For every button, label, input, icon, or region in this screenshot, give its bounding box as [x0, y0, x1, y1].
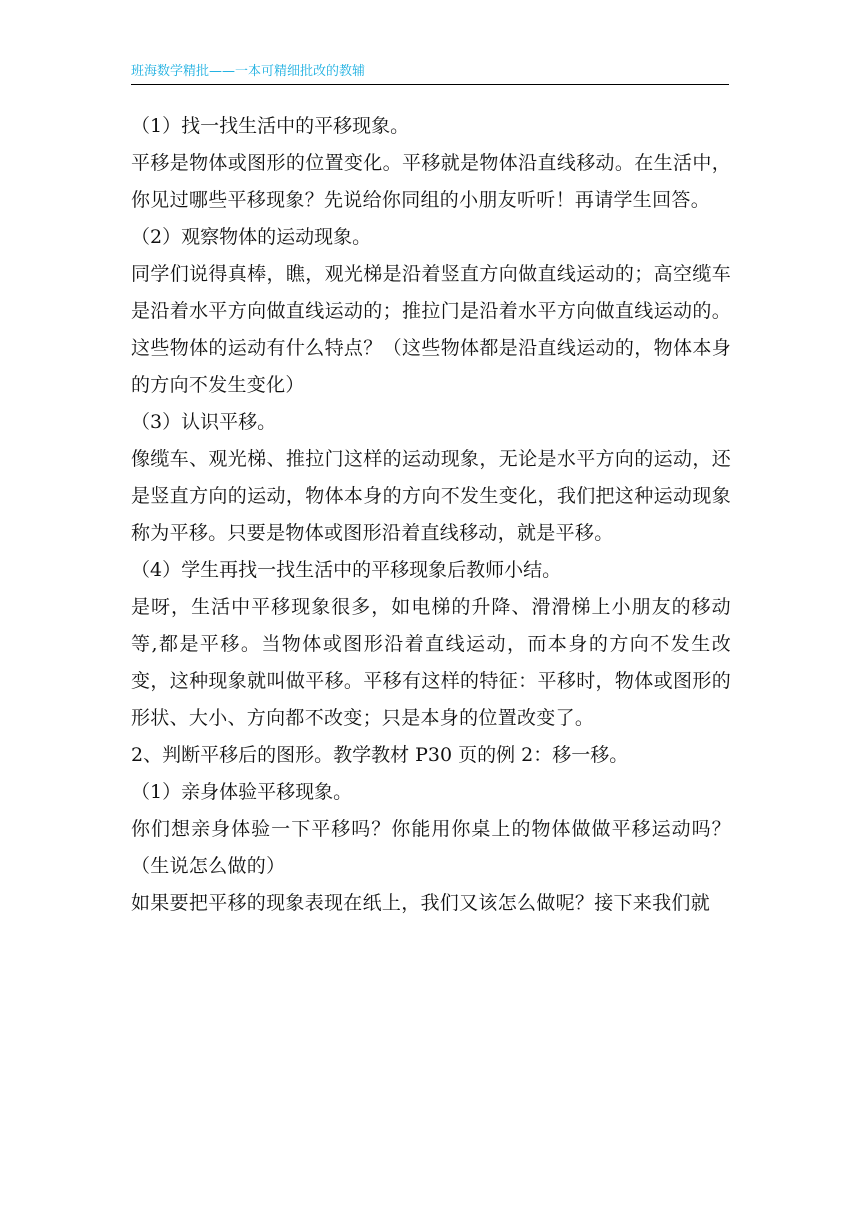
step-heading: （1）亲身体验平移现象。	[131, 781, 353, 803]
body-paragraph: 像缆车、观光梯、推拉门这样的运动现象，无论是水平方向的运动，还是竖直方向的运动，物体本身的方向不发生变化，我们把这种运动现象称为平移。只要是物体或图形沿着直线移动，就是平移。	[131, 448, 731, 544]
page-header	[131, 60, 729, 85]
step-heading: （1）找一找生活中的平移现象。	[131, 115, 410, 137]
header-title: 班海数学精批——一本可精细批改的教辅	[131, 64, 366, 79]
body-paragraph: 同学们说得真棒，瞧，观光梯是沿着竖直方向做直线运动的；高空缆车是沿着水平方向做直线运动的；推拉门是沿着水平方向做直线运动的。这些物体的运动有什么特点？（这些物体都是沿直线运动的，物体本身的方向不发生变化）	[131, 263, 731, 396]
step-heading: （3）认识平移。	[131, 411, 277, 433]
body-paragraph: 平移是物体或图形的位置变化。平移就是物体沿直线移动。在生活中，你见过哪些平移现象？先说给你同组的小朋友听听！再请学生回答。	[131, 152, 731, 211]
document-body	[131, 108, 731, 922]
section-heading: 2、判断平移后的图形。教学教材 P30 页的例 2：移一移。	[131, 744, 629, 766]
step-heading: （2）观察物体的运动现象。	[131, 226, 372, 248]
body-paragraph: 你们想亲身体验一下平移吗？你能用你桌上的物体做做平移运动吗？（生说怎么做的）	[131, 818, 731, 877]
step-heading: （4）学生再找一找生活中的平移现象后教师小结。	[131, 559, 562, 581]
body-paragraph: 如果要把平移的现象表现在纸上，我们又该怎么做呢？接下来我们就	[131, 892, 711, 914]
body-paragraph: 是呀，生活中平移现象很多，如电梯的升降、滑滑梯上小朋友的移动等,都是平移。当物体或图形沿着直线运动，而本身的方向不发生改变，这种现象就叫做平移。平移有这样的特征：平移时，物体或图形的形状、大小、方向都不改变；只是本身的位置改变了。	[131, 596, 731, 729]
